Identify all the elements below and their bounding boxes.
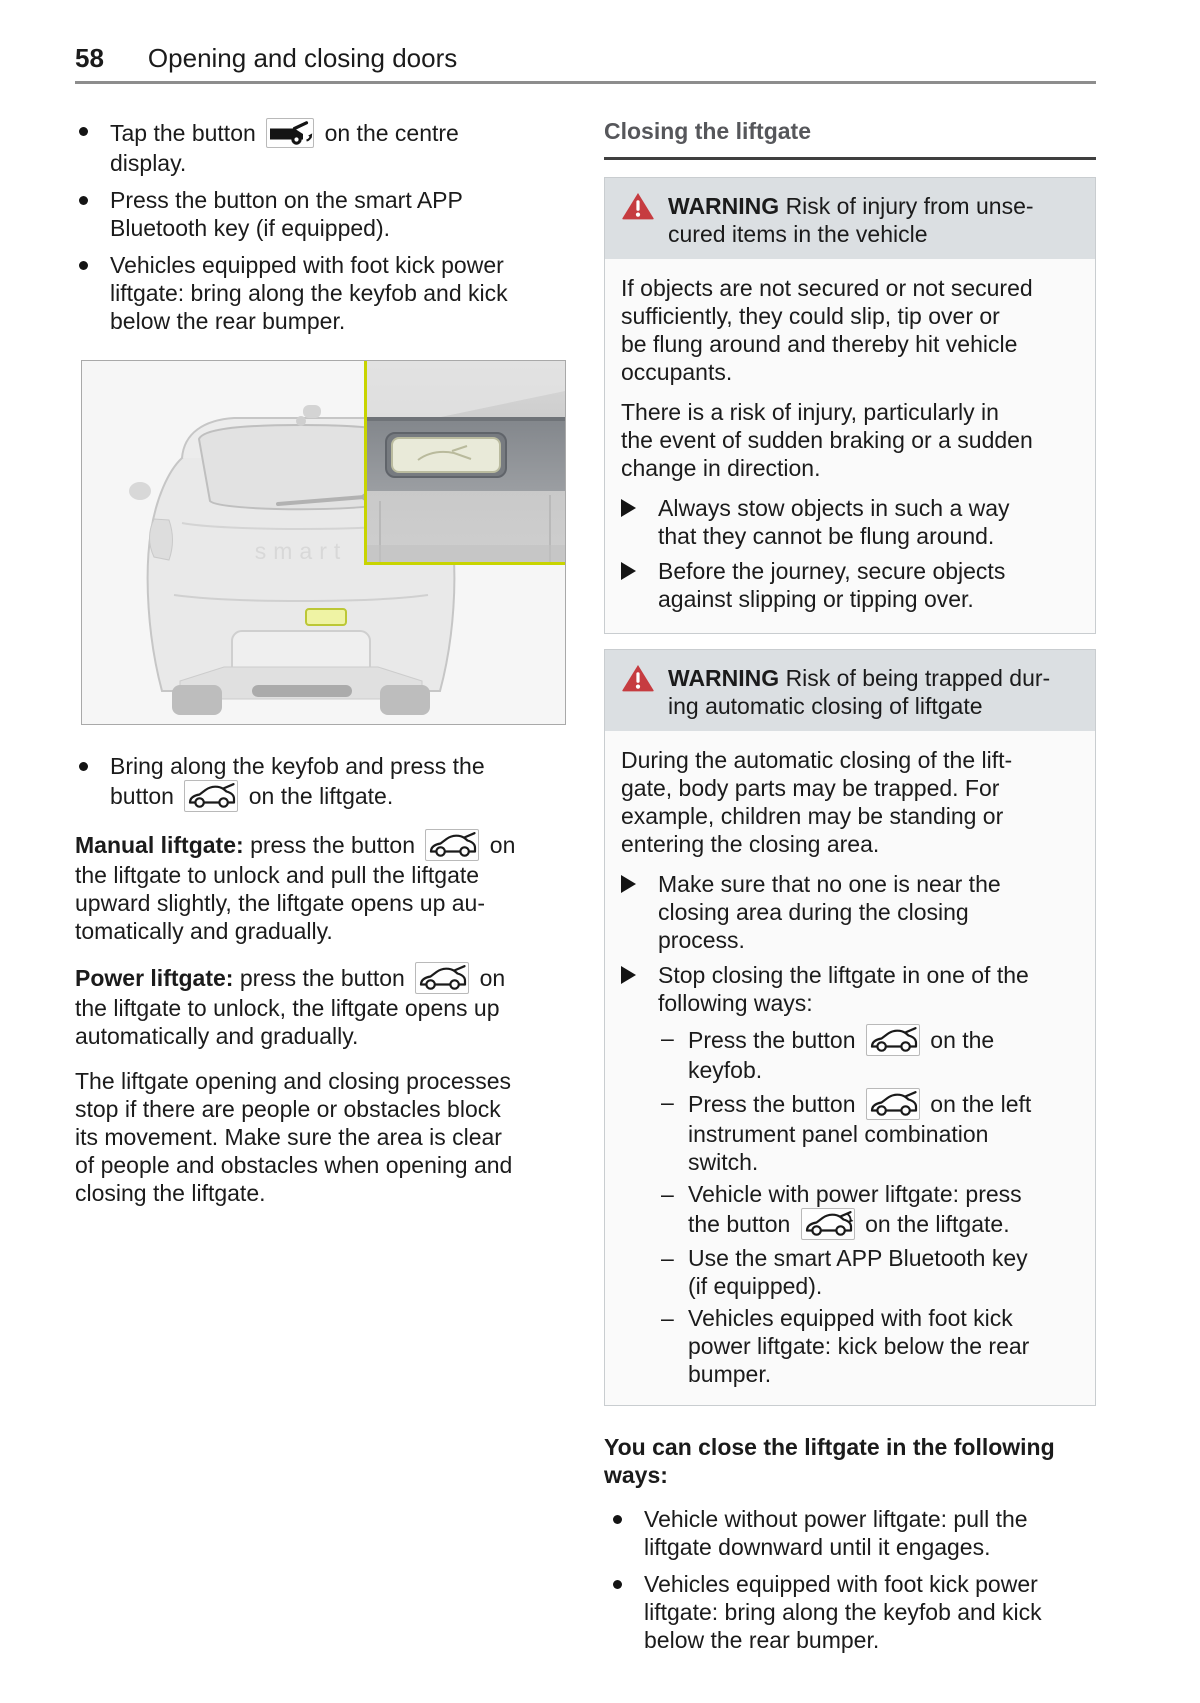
action-item <box>621 494 1079 550</box>
arrow-marker-icon <box>621 562 636 580</box>
text-line: upward slightly, the liftgate opens up au- <box>75 890 485 916</box>
arrow-marker-icon <box>621 966 636 984</box>
text-line: Bring along the keyfob and press the <box>110 753 485 779</box>
list-item <box>609 1570 1096 1654</box>
text-line: the button on the liftgate. <box>688 1208 1022 1240</box>
list-item <box>75 186 567 242</box>
text-line: Bluetooth key (if equipped). <box>110 215 391 241</box>
text-line: bumper. <box>688 1361 772 1387</box>
obstacle-paragraph <box>75 1067 567 1207</box>
left-column <box>75 117 567 1663</box>
text-line: the liftgate to unlock, the liftgate opens up <box>75 995 500 1021</box>
text-line: Always stow objects in such a way <box>658 495 1010 521</box>
text-line: switch. <box>688 1149 759 1175</box>
car-liftgate-close-arrow-icon <box>801 1208 855 1240</box>
text-line: closing the liftgate. <box>75 1180 266 1206</box>
car-liftgate-open-outline-icon <box>415 962 469 994</box>
text-line: liftgate: bring along the keyfob and kick <box>110 280 508 306</box>
text-line: be flung around and thereby hit vehicle <box>621 331 1018 357</box>
header-rule <box>75 81 1096 84</box>
action-item <box>621 961 1079 1017</box>
text-line: Vehicles equipped with foot kick <box>688 1305 1013 1331</box>
text-line: WARNING Risk of being trapped dur- <box>668 665 1051 691</box>
text-line: its movement. Make sure the area is clear <box>75 1124 502 1150</box>
chapter-title: Opening and closing doors <box>147 43 458 73</box>
bullet-icon <box>79 762 88 771</box>
text-line: Press the button on the left <box>688 1088 1031 1120</box>
text-line: (if equipped). <box>688 1273 823 1299</box>
sub-list-item <box>661 1244 1079 1300</box>
text-line: During the automatic closing of the lift- <box>621 747 1013 773</box>
text-line: that they cannot be flung around. <box>658 523 995 549</box>
bullet-icon <box>79 261 88 270</box>
text-line: tomatically and gradually. <box>75 918 333 944</box>
warning-label: WARNING <box>668 193 780 219</box>
bullet-icon <box>613 1515 622 1524</box>
text-line: the liftgate to unlock and pull the liftgate <box>75 862 480 888</box>
text-line: liftgate downward until it engages. <box>644 1534 991 1560</box>
text-line: Before the journey, secure objects <box>658 558 1006 584</box>
text-line: display. <box>110 150 187 176</box>
sub-list-item <box>661 1180 1079 1240</box>
text-line: The liftgate opening and closing processes <box>75 1068 512 1094</box>
text-line: cured items in the vehicle <box>668 221 928 247</box>
text-line: the event of sudden braking or a sudden <box>621 427 1033 453</box>
sub-list-item <box>661 1088 1079 1176</box>
car-liftgate-open-outline-icon <box>425 829 479 861</box>
text-line: ing automatic closing of liftgate <box>668 693 983 719</box>
text-line: instrument panel combination <box>688 1121 989 1147</box>
text-line: of people and obstacles when opening and <box>75 1152 513 1178</box>
right-column <box>604 117 1096 1663</box>
text-line: Vehicles equipped with foot kick power <box>644 1571 1038 1597</box>
text-line: following ways: <box>658 990 813 1016</box>
text-line: liftgate: bring along the keyfob and kick <box>644 1599 1042 1625</box>
text-line: closing area during the closing <box>658 899 969 925</box>
text-line: change in direction. <box>621 455 821 481</box>
text-line: WARNING Risk of injury from unse- <box>668 193 1034 219</box>
text-line: automatically and gradually. <box>75 1023 359 1049</box>
car-liftgate-open-outline-icon <box>184 780 238 812</box>
liftgate-illustration <box>81 360 566 725</box>
page-header <box>75 42 1096 74</box>
arrow-marker-icon <box>621 499 636 517</box>
section-heading: Closing the liftgate <box>604 117 1096 160</box>
text-line: If objects are not secured or not secured <box>621 275 1033 301</box>
text-line: occupants. <box>621 359 733 385</box>
dash-marker: – <box>661 1025 674 1051</box>
sub-list-item <box>661 1304 1079 1388</box>
text-line: Tap the button on the centre <box>110 120 459 146</box>
warning-label: WARNING <box>668 665 780 691</box>
text-line: ways: <box>604 1462 668 1488</box>
action-item <box>621 870 1079 954</box>
manual-liftgate-paragraph <box>75 829 567 945</box>
text-line: Vehicle without power liftgate: pull the <box>644 1506 1028 1532</box>
text-line: process. <box>658 927 745 953</box>
bullet-icon <box>79 127 88 136</box>
text-line: keyfob. <box>688 1057 763 1083</box>
text-line: You can close the liftgate in the following <box>604 1434 1055 1460</box>
dash-marker: – <box>661 1181 674 1207</box>
text-line: gate, body parts may be trapped. For <box>621 775 1000 801</box>
text-line: There is a risk of injury, particularly in <box>621 399 999 425</box>
text-line: button on the liftgate. <box>110 780 485 812</box>
list-item <box>75 117 567 177</box>
list-item <box>609 1505 1096 1561</box>
text-line: sufficiently, they could slip, tip over or <box>621 303 1000 329</box>
text-line: Power liftgate: press the button on <box>75 962 567 994</box>
text-line: below the rear bumper. <box>110 308 346 334</box>
car-liftgate-open-filled-icon <box>266 118 314 148</box>
text-line: Use the smart APP Bluetooth key <box>688 1245 1028 1271</box>
liftgate-button-highlight <box>306 609 346 625</box>
sub-list-item <box>661 1024 1079 1084</box>
list-item <box>75 752 567 812</box>
text-line: example, children may be standing or <box>621 803 1004 829</box>
car-liftgate-open-outline-icon <box>866 1088 920 1120</box>
warning-box-unsecured-items <box>604 177 1096 634</box>
close-liftgate-heading <box>604 1433 1096 1489</box>
car-liftgate-open-outline-icon <box>866 1024 920 1056</box>
text-line: entering the closing area. <box>621 831 880 857</box>
smart-logo: smart <box>254 538 348 564</box>
power-liftgate-paragraph <box>75 962 567 1050</box>
warning-triangle-icon <box>621 663 655 720</box>
list-item <box>75 251 567 335</box>
liftgate-button-inset <box>364 361 565 565</box>
page-number: 58 <box>75 43 104 73</box>
action-item <box>621 557 1079 613</box>
dash-marker: – <box>661 1305 674 1331</box>
dash-marker: – <box>661 1245 674 1271</box>
text-line: Press the button on the <box>688 1024 994 1056</box>
arrow-marker-icon <box>621 875 636 893</box>
dash-marker: – <box>661 1089 674 1115</box>
text-line: power liftgate: kick below the rear <box>688 1333 1030 1359</box>
warning-box-trapped <box>604 649 1096 1406</box>
bullet-icon <box>613 1580 622 1589</box>
bullet-icon <box>79 196 88 205</box>
text-line: against slipping or tipping over. <box>658 586 974 612</box>
text-line: Manual liftgate: press the button on <box>75 829 567 861</box>
text-line: stop if there are people or obstacles block <box>75 1096 501 1122</box>
text-line: Vehicle with power liftgate: press <box>688 1181 1022 1207</box>
text-line: Vehicles equipped with foot kick power <box>110 252 504 278</box>
text-line: Press the button on the smart APP <box>110 187 463 213</box>
warning-triangle-icon <box>621 191 655 248</box>
text-line: below the rear bumper. <box>644 1627 880 1653</box>
text-line: Stop closing the liftgate in one of the <box>658 962 1029 988</box>
text-line: Make sure that no one is near the <box>658 871 1001 897</box>
